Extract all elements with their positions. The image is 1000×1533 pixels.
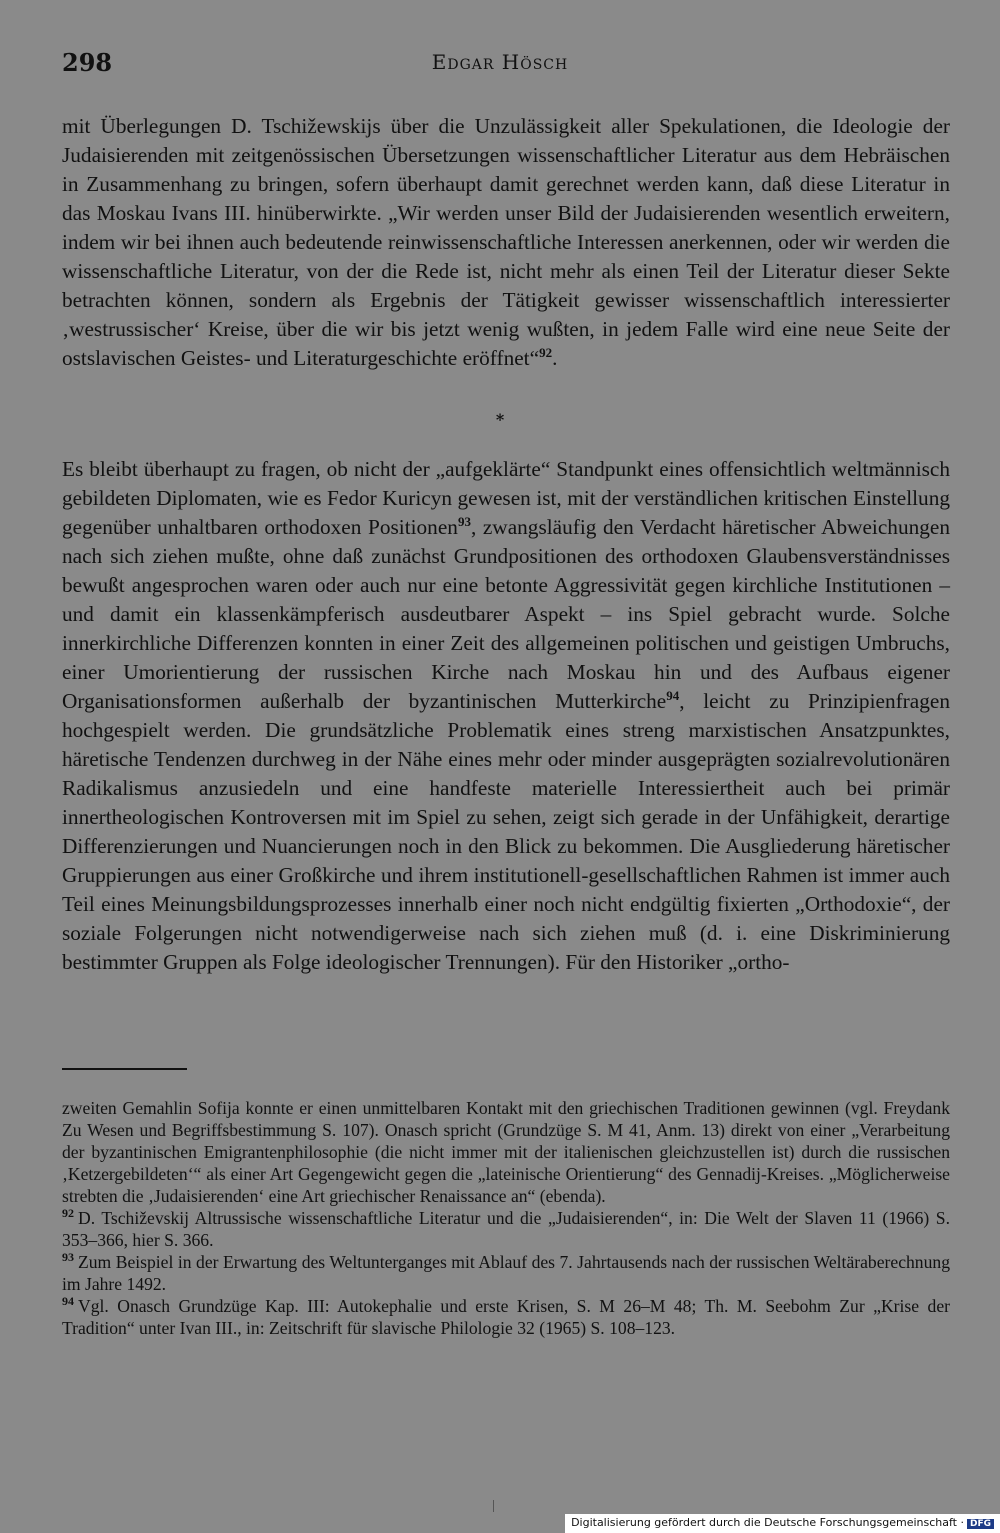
paragraph-1-tail: .: [552, 346, 558, 370]
paragraph-2: [62, 455, 950, 977]
footnote-number: 93: [62, 1250, 74, 1265]
paragraph-2-part1: Es bleibt überhaupt zu fragen, ob nicht der „aufgeklärte“ Standpunkt eines offensichtlich weltmännisch gebildeten Diplomaten, wie es Fedor Kuricyn gewesen ist, mit der verständlichen kritischen Einstellung gegenüber unhaltbaren orthodoxen Positionen: [62, 457, 950, 539]
footnote-continuation: zweiten Gemahlin Sofija konnte er einen unmittelbaren Kontakt mit den griechischen Traditionen gewinnen (vgl. Freydank Zu Wesen und Begriffsbestimmung S. 107). Onasch spricht (Grundzüge S. M 41, Anm. 13) direkt von einer „Verarbeitung der byzantinischen Emigrantenphilosophie (die nicht immer mit der italienischen gleichzustellen ist) durch die russischen ‚Ketzergebildeten‘“ als einer Art Gegengewicht gegen die „lateinische Orientierung“ des Gennadij-Kreises. „Möglicherweise strebten die ‚Judaisierenden‘ eine Art griechischer Renaissance an“ (ebenda).: [62, 1098, 950, 1206]
footnote-ref-94[interactable]: 94: [666, 687, 680, 703]
footnote-text: Vgl. Onasch Grundzüge Kap. III: Autokephalie und erste Krisen, S. M 26–M 48; Th. M. Seebohm Zur „Krise der Tradition“ unter Ivan III., in: Zeitschrift für slavische Philologie 32 (1965) S. 108–123.: [62, 1296, 950, 1338]
section-separator: *: [495, 410, 505, 429]
paragraph-1: [62, 112, 950, 373]
running-head: Edgar Hösch: [431, 50, 569, 74]
footnote-number: 92: [62, 1206, 74, 1221]
dfg-logo-icon: DFG: [967, 1519, 994, 1529]
footnote-93: [62, 1251, 950, 1295]
footnote-92: [62, 1207, 950, 1251]
footnote-text: Zum Beispiel in der Erwartung des Weltunterganges mit Ablauf des 7. Jahrtausends nach der russischen Weltärabereсhnung im Jahre 1492.: [62, 1252, 950, 1294]
paragraph-2-part3: , leicht zu Prinzipienfragen hochgespielt werden. Die grundsätzliche Problematik eines streng marxistischen Ansatzpunktes, häretische Tendenzen durchweg in der Nähe eines mehr oder minder ausgeprägten sozialrevolutionären Radikalismus anzusiedeln und eine handfeste materielle Interessiertheit auch bei primär innertheologischen Kontroversen mit im Spiel zu sehen, zeigt sich gerade in der Unfähigkeit, derartige Differenzierungen und Nuancierungen noch in den Blick zu bekommen. Die Ausgliederung häretischer Gruppierungen aus einer Großkirche und ihrem institutionell-gesellschaftlichen Rahmen ist immer auch Teil eines Meinungsbildungsprozesses innerhalb einer noch nicht endgültig fixierten „Orthodoxie“, der soziale Folgerungen nicht notwendigerweise nach sich ziehen muß (d. i. eine Diskriminierung bestimmter Gruppen als Folge ideologischer Trennungen). Für den Historiker „ortho-: [62, 689, 950, 974]
paragraph-1-text: mit Überlegungen D. Tschižewskijs über die Unzulässigkeit aller Spekulationen, die Ideologie der Judaisierenden mit zeitgenössischen Übersetzungen wissenschaftlicher Literatur aus dem Hebräischen in Zusammenhang zu bringen, sofern überhaupt damit gerechnet werden kann, daß diese Literatur in das Moskau Ivans III. hinüberwirkte. „Wir werden unser Bild der Judaisierenden wesentlich erweitern, indem wir bei ihnen auch bedeutende reinwissenschaftliche Interessen anerkennen, oder wir werden die wissenschaftliche Literatur, von der die Rede ist, nicht mehr als einen Teil der Literatur dieser Sekte betrachten können, sondern als Ergebnis der Tätigkeit gewisser wissenschaftlich interessierter ‚westrussischer‘ Kreise, über die wir bis jetzt wenig wußten, in jedem Falle wird eine neue Seite der ostslavischen Geistes- und Literaturgeschichte eröffnet“: [62, 114, 950, 370]
digitization-footer: [565, 1514, 1000, 1533]
footnote-rule: [62, 1068, 187, 1070]
footnote-ref-93[interactable]: 93: [457, 513, 471, 529]
page-number: 298: [62, 48, 113, 77]
footnotes: [62, 1097, 950, 1339]
footnote-number: 94: [62, 1294, 74, 1309]
footnote-text: D. Tschiževskij Altrussische wissenschaftliche Literatur und die „Judaisierenden“, in: Die Welt der Slaven 11 (1966) S. 353–366, hier S. 366.: [62, 1208, 950, 1250]
footnote-94: [62, 1295, 950, 1339]
gutter-mark: [493, 1500, 494, 1512]
paragraph-2-part2: , zwangsläufig den Verdacht häretischer Abweichungen nach sich ziehen mußte, ohne daß zunächst Grundpositionen des orthodoxen Glaubensverständnisses bewußt angesprochen waren oder auch nur eine betonte Aggressivität gegen kirchliche Institutionen – und damit ein klassenkämpferisch ausdeutbarer Aspekt – ins Spiel gebracht wurde. Solche innerkirchliche Differenzen konnten in einer Zeit des allgemeinen politischen und geistigen Umbruchs, einer Umorientierung der russischen Kirche nach Moskau hin und des Aufbaus eigener Organisationsformen außerhalb der byzantinischen Mutterkirche: [62, 515, 950, 713]
footnote-ref-92[interactable]: 92: [539, 344, 553, 360]
footer-text: Digitalisierung gefördert durch die Deutsche Forschungsgemeinschaft ·: [571, 1516, 964, 1529]
